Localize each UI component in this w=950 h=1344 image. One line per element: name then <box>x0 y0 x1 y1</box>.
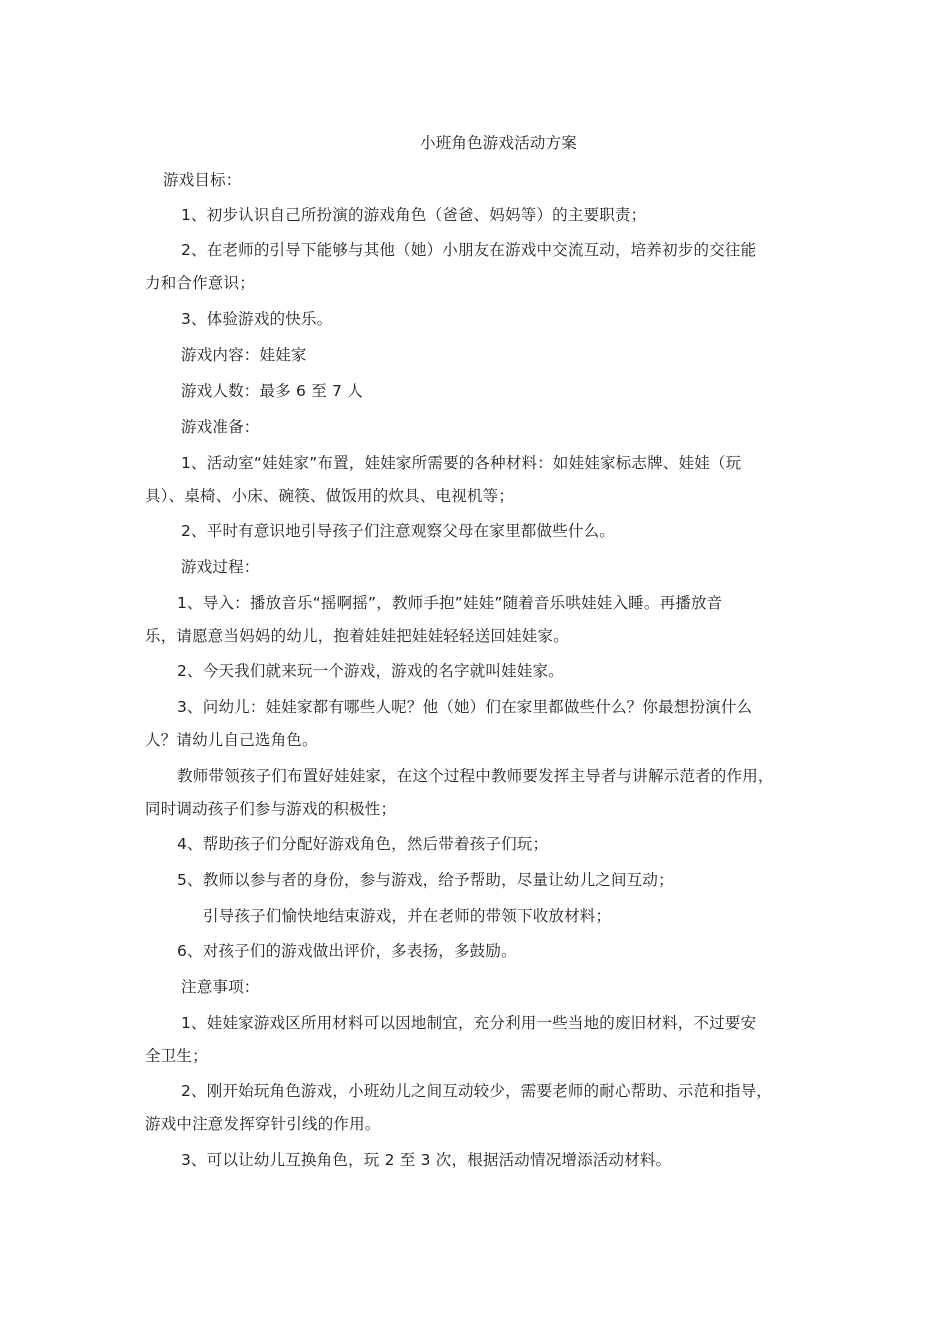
process-item-1-line-2: 乐，请愿意当妈妈的幼儿，抱着娃娃把娃娃轻轻送回娃娃家。 <box>145 627 569 645</box>
process-item-2: 2、今天我们就来玩一个游戏，游戏的名字就叫娃娃家。 <box>177 662 564 680</box>
goals-heading: 游戏目标： <box>163 171 242 189</box>
notes-item-2-line-1: 2、刚开始玩角色游戏，小班幼儿之间互动较少，需要老师的耐心帮助、示范和指导， <box>181 1082 772 1100</box>
process-item-5: 5、教师以参与者的身份，参与游戏，给予帮助，尽量让幼儿之间互动； <box>177 871 674 889</box>
process-paragraph-line-2: 同时调动孩子们参与游戏的积极性； <box>145 800 397 818</box>
notes-heading: 注意事项： <box>181 978 260 996</box>
game-content: 游戏内容：娃娃家 <box>181 346 307 364</box>
page-title: 小班角色游戏活动方案 <box>420 134 578 152</box>
preparation-heading: 游戏准备： <box>181 418 260 436</box>
process-item-3-line-1: 3、问幼儿：娃娃家都有哪些人呢？他（她）们在家里都做些什么？你最想扮演什么 <box>177 698 753 716</box>
preparation-item-1-line-2: 具）、桌椅、小床、碗筷、做饭用的炊具、电视机等； <box>145 487 515 505</box>
goals-item-1: 1、初步认识自己所扮演的游戏角色（爸爸、妈妈等）的主要职责； <box>181 206 647 224</box>
process-paragraph-line-1: 教师带领孩子们布置好娃娃家，在这个过程中教师要发挥主导者与讲解示范者的作用， <box>177 767 774 785</box>
process-item-3-line-2: 人？请幼儿自己选角色。 <box>145 731 318 749</box>
preparation-item-1-line-1: 1、活动室“娃娃家”布置，娃娃家所需要的各种材料：如娃娃家标志牌、娃娃（玩 <box>181 454 742 472</box>
notes-item-1-line-1: 1、娃娃家游戏区所用材料可以因地制宜，充分利用一些当地的废旧材料，不过要安 <box>181 1014 757 1032</box>
preparation-item-2: 2、平时有意识地引导孩子们注意观察父母在家里都做些什么。 <box>181 522 615 540</box>
goals-item-2-line-2: 力和合作意识； <box>145 274 255 292</box>
notes-item-2-line-2: 游戏中注意发挥穿针引线的作用。 <box>145 1115 381 1133</box>
process-item-4: 4、帮助孩子们分配好游戏角色，然后带着孩子们玩； <box>177 835 549 853</box>
notes-item-3: 3、可以让幼儿互换角色，玩 2 至 3 次，根据活动情况增添活动材料。 <box>181 1151 672 1169</box>
notes-item-1-line-2: 全卫生； <box>145 1047 208 1065</box>
game-players: 游戏人数：最多 6 至 7 人 <box>181 382 363 400</box>
process-guide: 引导孩子们愉快地结束游戏，并在老师的带领下收放材料； <box>203 907 612 925</box>
goals-item-3: 3、体验游戏的快乐。 <box>181 310 333 328</box>
process-item-1-line-1: 1、导入：播放音乐“摇啊摇”，教师手抱”娃娃”随着音乐哄娃娃入睡。再播放音 <box>177 594 723 612</box>
process-heading: 游戏过程： <box>181 558 260 576</box>
process-item-6: 6、对孩子们的游戏做出评价，多表扬，多鼓励。 <box>177 942 517 960</box>
goals-item-2-line-1: 2、在老师的引导下能够与其他（她）小朋友在游戏中交流互动，培养初步的交往能 <box>181 241 757 259</box>
